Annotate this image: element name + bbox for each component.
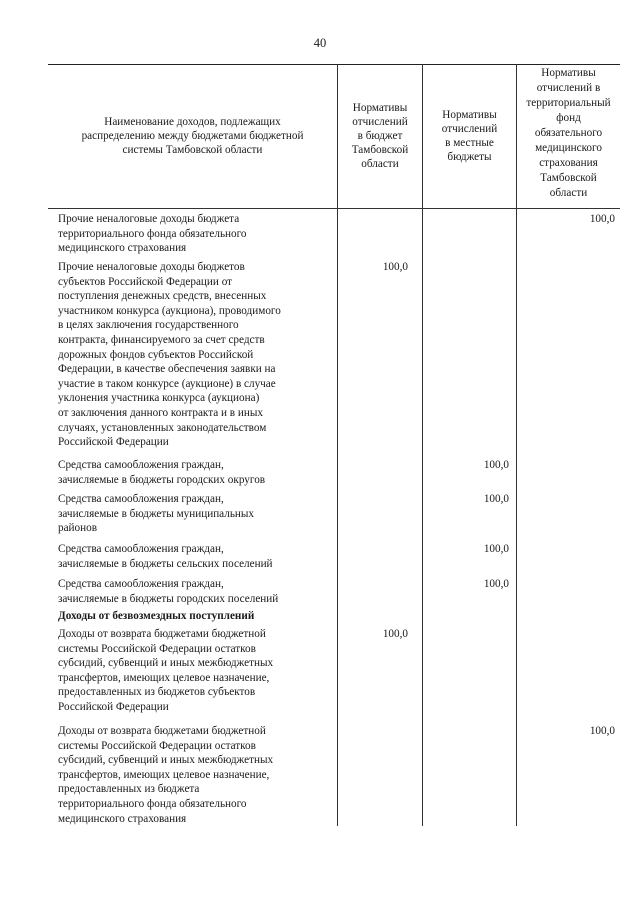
revenue-name-line: трансфертов, имеющих целевое назначение, [58,671,270,684]
revenue-name-line: зачисляемые в бюджеты муниципальных [58,507,255,520]
revenue-name-line: территориального фонда обязательного [58,797,247,810]
revenue-name-line: Средства самообложения граждан, [58,578,224,590]
revenue-name-line: зачисляемые в бюджеты городских округов [58,473,266,486]
header-line: отчислений в [536,82,601,94]
header-line: Тамбовской [351,144,409,156]
revenue-table [48,64,620,826]
revenue-name-line: от заключения данного контракта и в иных [58,406,263,419]
revenue-name [58,609,326,624]
revenue-name [58,724,326,826]
revenue-name-line: случаях, установленных законодательством [58,421,267,434]
revenue-name-line: Доходы от возврата бюджетами бюджетной [58,725,266,737]
header-regional-budget [338,64,422,208]
header-line: фонд [556,112,581,124]
header-line: области [549,187,588,199]
revenue-name-line: районов [58,522,98,535]
revenue-name-line: субъектов Российской Федерации от [58,275,233,288]
revenue-name-line: системы Российской Федерации остатков [58,642,256,655]
revenue-name [58,212,326,256]
fund-norm-value: 100,0 [589,725,615,737]
header-line: Тамбовской [540,172,597,184]
header-line: территориальный [526,97,611,109]
header-line: Нормативы [352,102,408,114]
revenue-name-line: территориального фонда обязательного [58,227,247,240]
revenue-name-line: поступления денежных средств, внесенных [58,290,267,303]
fund-norm-value: 100,0 [589,213,615,225]
revenue-name-line: системы Российской Федерации остатков [58,739,256,752]
local-norm-value: 100,0 [483,578,509,590]
header-local-budgets [423,64,516,208]
header-line: бюджеты [447,151,492,163]
revenue-name-line: зачисляемые в бюджеты сельских поселений [58,557,273,570]
header-line: Наименование доходов, подлежащих [104,116,281,128]
revenue-name-line: трансфертов, имеющих целевое назначение, [58,768,270,781]
header-line: системы Тамбовской области [122,144,263,156]
revenue-name-line: Федерации, в качестве обеспечения заявки на [58,363,276,376]
local-norm-value: 100,0 [483,543,509,555]
revenue-name-line: субсидий, субвенций и иных межбюджетных [58,657,274,670]
header-line: обязательного [534,127,603,139]
revenue-name [58,492,326,536]
revenue-name-line: участие в таком конкурсе (аукционе) в случае [58,377,276,390]
header-line: страхования [539,157,598,169]
regional-norm-value: 100,0 [382,628,408,640]
header-line: Нормативы [442,109,497,121]
revenue-name [58,542,326,571]
revenue-name-line: Средства самообложения граждан, [58,493,224,505]
revenue-name-line: медицинского страхования [58,242,187,255]
revenue-name-line: зачисляемые в бюджеты городских поселений [58,592,279,605]
header-line: в местные [445,137,494,149]
header-line: распределению между бюджетами бюджетной [81,130,304,142]
revenue-name-line: предоставленных из бюджетов субъектов [58,686,256,699]
header-line: отчислений [441,123,498,135]
revenue-name-line: Доходы от возврата бюджетами бюджетной [58,628,266,640]
page-number: 40 [313,36,327,50]
revenue-name [58,260,326,450]
header-revenue-name [48,64,337,208]
header-line: области [361,158,399,170]
regional-norm-value: 100,0 [382,261,408,273]
revenue-name [58,577,326,606]
revenue-name-line: уклонения участника конкурса (аукциона) [58,392,260,405]
revenue-name-line: медицинского страхования [58,812,187,825]
revenue-name [58,458,326,487]
revenue-name-line: Доходы от безвозмездных поступлений [58,610,255,622]
revenue-name-line: Российской Федерации [58,436,169,449]
revenue-name-line: Прочие неналоговые доходы бюджетов [58,261,245,273]
header-medical-insurance-fund [517,64,620,208]
header-line: Нормативы [541,67,596,79]
revenue-name-line: Средства самообложения граждан, [58,543,224,555]
revenue-name-line: Прочие неналоговые доходы бюджета [58,213,240,225]
local-norm-value: 100,0 [483,493,509,505]
revenue-name-line: Российской Федерации [58,700,169,713]
local-norm-value: 100,0 [483,459,509,471]
revenue-name-line: в целях заключения государственного [58,319,239,332]
revenue-name-line: Средства самообложения граждан, [58,459,224,471]
revenue-name-line: предоставленных из бюджета [58,783,200,796]
revenue-name [58,627,326,715]
header-bottom-rule [48,208,620,209]
revenue-name-line: субсидий, субвенций и иных межбюджетных [58,754,274,767]
header-line: медицинского [535,142,602,154]
revenue-name-line: участником конкурса (аукциона), проводимого [58,304,281,317]
revenue-name-line: дорожных фондов субъектов Российской [58,348,254,361]
revenue-name-line: контракта, финансируемого за счет средств [58,333,265,346]
header-line: в бюджет [357,130,403,142]
header-line: отчислений [352,116,408,128]
